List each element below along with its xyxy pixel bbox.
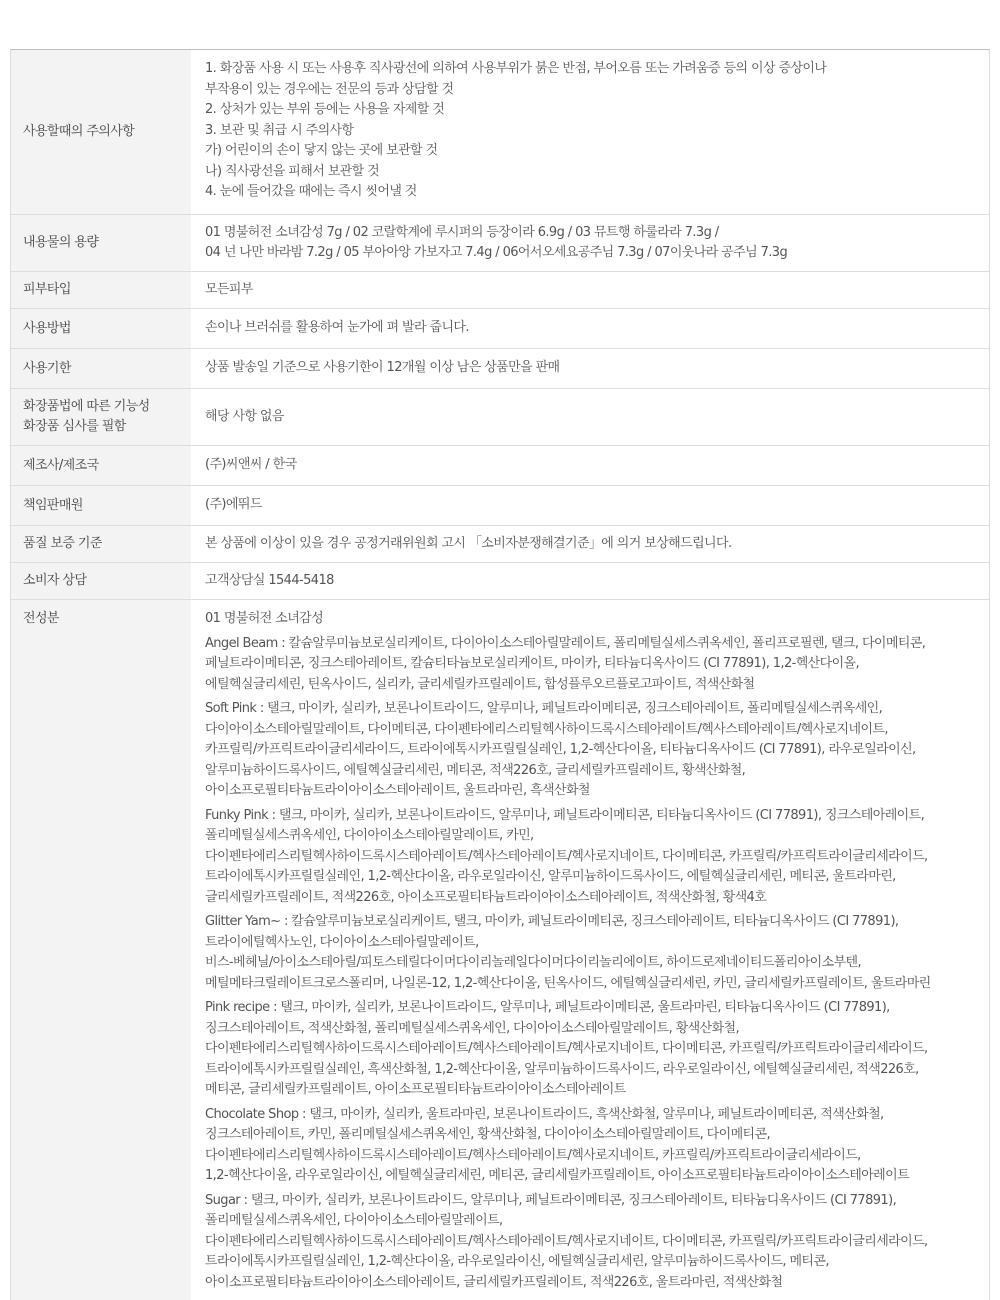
value-line: 고객상담실 1544-5418 <box>205 572 334 588</box>
row-value <box>191 309 989 348</box>
row-value <box>191 563 989 599</box>
table-row-quality-guarantee <box>11 526 989 563</box>
label-text: 책임판매원 <box>23 497 83 513</box>
ingredient-line: 다이아이소스테아릴말레이트, 다이메티콘, 다이펜타에리스리틸헥사하이드록시스테아레이트/헥사스테아레이트/헥사로지네이트, <box>205 721 888 737</box>
ingredient-line: 트라이에톡시카프릴릴실레인, 흑색산화철, 1,2-헥산다이올, 알루미늄하이드록사이드, 라우로일라이신, 에틸헥실글리세린, 적색226호, <box>205 1061 919 1077</box>
table-row-cautions <box>11 50 989 215</box>
table-row-ingredients <box>11 600 989 1300</box>
label-text: 사용할때의 주의사항 <box>23 124 135 139</box>
value-line: 3. 보관 및 취급 시 주의사항 <box>205 122 354 138</box>
ingredient-line: 메티콘, 글리세릴카프릴레이트, 아이소프로필티타늄트라이아이소스테아레이트 <box>205 1082 626 1097</box>
ingredient-line: 아이소프로필티타늄트라이아이소스테아레이트, 글리세릴카프릴레이트, 적색226호, 울트라마린, 적색산화철 <box>205 1274 783 1290</box>
ingredient-line: 트라이에틸헥사노인, 다이아이소스테아릴말레이트, <box>205 934 479 950</box>
ingredient-line: 카프릴릭/카프릭트라이글리세라이드, 트라이에톡시카프릴릴실레인, 1,2-헥산다이올, 티타늄디옥사이드 (CI 77891), 라우로일라이신, <box>205 742 916 757</box>
value-line: 1. 화장품 사용 시 또는 사용후 직사광선에 의하여 사용부위가 붉은 반점, 부어오름 또는 가려움증 등의 이상 증상이나 <box>205 61 827 76</box>
value-line: 부작용이 있는 경우에는 전문의 등과 상담할 것 <box>205 81 454 97</box>
row-value <box>191 349 989 388</box>
label-text: 전성분 <box>23 611 59 626</box>
shade-block-chocolate-shop <box>205 1105 975 1187</box>
ingredient-line: 트라이에톡시카프릴릴실레인, 1,2-헥산다이올, 라우로일라이신, 알루미늄하이드록사이드, 에틸헥실글리세린, 메티콘, 울트라마린, <box>205 869 896 884</box>
value-line: 상품 발송일 기준으로 사용기한이 12개월 이상 남은 상품만을 판매 <box>205 360 560 376</box>
ingredient-line: 아이소프로필티타늄트라이아이소스테아레이트, 울트라마린, 흑색산화철 <box>205 783 590 798</box>
ingredient-line: 페닐트라이메티콘, 징크스테아레이트, 칼슘티타늄보로실리케이트, 마이카, 티타늄디옥사이드 (CI 77891), 1,2-헥산다이올, <box>205 656 860 671</box>
ingredient-line: Angel Beam : 칼슘알루미늄보로실리케이트, 다이아이소스테아릴말레이트, 폴리메틸실세스퀴옥세인, 폴리프로필렌, 탤크, 다이메티콘, <box>205 635 926 651</box>
value-line: 01 명불허전 소녀감성 7g / 02 코랄학계에 루시퍼의 등장이라 6.9g / 03 뮤트행 하룰라라 7.3g / <box>205 224 719 240</box>
ingredient-line: Chocolate Shop : 탤크, 마이카, 실리카, 울트라마린, 보론나이트라이드, 흑색산화철, 알루미나, 페닐트라이메티콘, 적색산화철, <box>205 1106 884 1122</box>
table-row-functional-review <box>11 389 989 446</box>
table-row-volume <box>11 215 989 272</box>
value-line: (주)에뛰드 <box>205 497 262 513</box>
ingredient-line: 다이펜타에리스리틸헥사하이드록시스테아레이트/헥사스테아레이트/헥사로지네이트, 다이메티콘, 카프릴릭/카프릭트라이글리세라이드, <box>205 1041 928 1056</box>
ingredient-line: 다이펜타에리스리틸헥사하이드록시스테아레이트/헥사스테아레이트/헥사로지네이트, 다이메티콘, 카프릴릭/카프릭트라이글리세라이드, <box>205 1233 928 1249</box>
table-row-customer-service <box>11 563 989 600</box>
value-line: 04 넌 나만 바라밤 7.2g / 05 부아아앙 가보자고 7.4g / 06어서오세요공주님 7.3g / 07이웃나라 공주님 7.3g <box>205 245 788 260</box>
label-text: 소비자 상담 <box>23 573 87 588</box>
label-text: 제조사/제조국 <box>23 457 99 473</box>
row-value <box>191 446 989 485</box>
row-value <box>191 389 989 445</box>
label-text: 화장품법에 따른 기능성 <box>23 399 150 414</box>
ingredient-line: Funky Pink : 탤크, 마이카, 실리카, 보론나이트라이드, 알루미나, 페닐트라이메티콘, 티타늄디옥사이드 (CI 77891), 징크스테아레이트, <box>205 807 925 823</box>
ingredient-line: 트라이에톡시카프릴릴실레인, 1,2-헥산다이올, 라우로일라이신, 에틸헥실글리세린, 알루미늄하이드록사이드, 메티콘, <box>205 1254 829 1269</box>
ingredient-line: 폴리메틸실세스퀴옥세인, 다이아이소스테아릴말레이트, 카민, <box>205 828 534 843</box>
row-label <box>11 486 191 525</box>
shade-block-funky-pink <box>205 806 975 909</box>
table-row-usage <box>11 309 989 349</box>
table-row-responsible-seller <box>11 486 989 526</box>
ingredient-line: 다이펜타에리스리틸헥사하이드록시스테아레이트/헥사스테아레이트/헥사로지네이트, 다이메티콘, 카프릴릭/카프릭트라이글리세라이드, <box>205 848 928 864</box>
label-text: 화장품 심사를 필함 <box>23 419 126 434</box>
ingredient-line: 비스-베헤닐/아이소스테아릴/피토스테릴다이머다이리놀레일다이머다이리놀리에이트, 하이드로제네이티드폴리아이소부텐, <box>205 955 862 970</box>
row-label <box>11 349 191 388</box>
shade-block-angel-beam <box>205 634 975 696</box>
value-line: 4. 눈에 들어갔을 때에는 즉시 씻어낼 것 <box>205 184 417 199</box>
ingredient-line: 다이펜타에리스리틸헥사하이드록시스테아레이트/헥사스테아레이트/헥사로지네이트, 카프릴릭/카프릭트라이글리세라이드, <box>205 1147 861 1163</box>
value-line: 본 상품에 이상이 있을 경우 공정거래위원회 고시 「소비자분쟁해결기준」에 의거 보상해드립니다. <box>205 535 732 551</box>
ingredient-line: 1,2-헥산다이올, 라우로일라이신, 에틸헥실글리세린, 메티콘, 글리세릴카프릴레이트, 아이소프로필티타늄트라이아이소스테아레이트 <box>205 1168 910 1183</box>
row-label <box>11 272 191 308</box>
row-value <box>191 486 989 525</box>
row-value <box>191 272 989 308</box>
ingredients-value <box>191 600 989 1300</box>
row-value <box>191 50 989 214</box>
row-label <box>11 50 191 214</box>
row-value <box>191 215 989 271</box>
shade-block-pink-recipe <box>205 998 975 1101</box>
table-row-skin-type <box>11 272 989 309</box>
value-line: 나) 직사광선을 피해서 보관할 것 <box>205 163 380 179</box>
ingredient-line: 징크스테아레이트, 카민, 폴리메틸실세스퀴옥세인, 황색산화철, 다이아이소스테아릴말레이트, 다이메티콘, <box>205 1127 771 1142</box>
row-label <box>11 309 191 348</box>
value-line: 손이나 브러쉬를 활용하여 눈가에 펴 발라 줍니다. <box>205 320 469 336</box>
value-line: 가) 어린이의 손이 닿지 않는 곳에 보관할 것 <box>205 143 438 158</box>
label-text: 피부타입 <box>23 282 71 297</box>
ingredient-line: Sugar : 탤크, 마이카, 실리카, 보론나이트라이드, 알루미나, 페닐트라이메티콘, 징크스테아레이트, 티타늄디옥사이드 (CI 77891), <box>205 1192 897 1208</box>
ingredient-line: 폴리메틸실세스퀴옥세인, 다이아이소스테아릴말레이트, <box>205 1213 503 1228</box>
ingredient-line: 알루미늄하이드록사이드, 에틸헥실글리세린, 메티콘, 적색226호, 글리세릴카프릴레이트, 황색산화철, <box>205 762 746 778</box>
ingredient-line: Soft Pink : 탤크, 마이카, 실리카, 보론나이트라이드, 알루미나, 페닐트라이메티콘, 징크스테아레이트, 폴리메틸실세스퀴옥세인, <box>205 701 883 716</box>
row-value <box>191 526 989 562</box>
product-info-table <box>10 49 990 1300</box>
value-line: 모든피부 <box>205 281 253 297</box>
row-label <box>11 446 191 485</box>
ingredient-line: 메틸메타크릴레이트크로스폴리머, 나일론-12, 1,2-헥산다이올, 틴옥사이드, 에틸헥실글리세린, 카민, 글리세릴카프릴레이트, 울트라마린 <box>205 975 931 991</box>
table-row-expiry <box>11 349 989 389</box>
label-text: 품질 보증 기준 <box>23 536 102 551</box>
value-line: (주)씨앤씨 / 한국 <box>205 457 297 473</box>
ingredient-line: 에틸헥실글리세린, 틴옥사이드, 실리카, 글리세릴카프릴레이트, 합성플루오르플로고파이트, 적색산화철 <box>205 676 755 692</box>
label-text: 사용기한 <box>23 360 71 376</box>
label-text: 사용방법 <box>23 320 71 336</box>
table-row-manufacturer <box>11 446 989 486</box>
value-line: 2. 상처가 있는 부위 등에는 사용을 자제할 것 <box>205 102 445 117</box>
ingredient-line: 징크스테아레이트, 적색산화철, 폴리메틸실세스퀴옥세인, 다이아이소스테아릴말레이트, 황색산화철, <box>205 1020 740 1036</box>
ingredient-line: 글리세릴카프릴레이트, 적색226호, 아이소프로필티타늄트라이아이소스테아레이트, 적색산화철, 황색4호 <box>205 889 767 905</box>
row-label <box>11 563 191 599</box>
row-label <box>11 215 191 271</box>
row-label <box>11 526 191 562</box>
label-text: 내용물의 용량 <box>23 235 99 250</box>
value-line: 해당 사항 없음 <box>205 408 284 424</box>
ingredients-title: 01 명불허전 소녀감성 <box>205 611 324 626</box>
shade-block-sugar <box>205 1191 975 1294</box>
row-label <box>11 600 191 1300</box>
ingredient-line: Glitter Yam~ : 칼슘알루미늄보로실리케이트, 탤크, 마이카, 페닐트라이메티콘, 징크스테아레이트, 티타늄디옥사이드 (CI 77891), <box>205 914 899 929</box>
ingredient-line: Pink recipe : 탤크, 마이카, 실리카, 보론나이트라이드, 알루미나, 페닐트라이메티콘, 울트라마린, 티타늄디옥사이드 (CI 77891), <box>205 1000 890 1015</box>
shade-block-soft-pink <box>205 699 975 802</box>
shade-block-glitter-yam <box>205 912 975 994</box>
row-label <box>11 389 191 445</box>
